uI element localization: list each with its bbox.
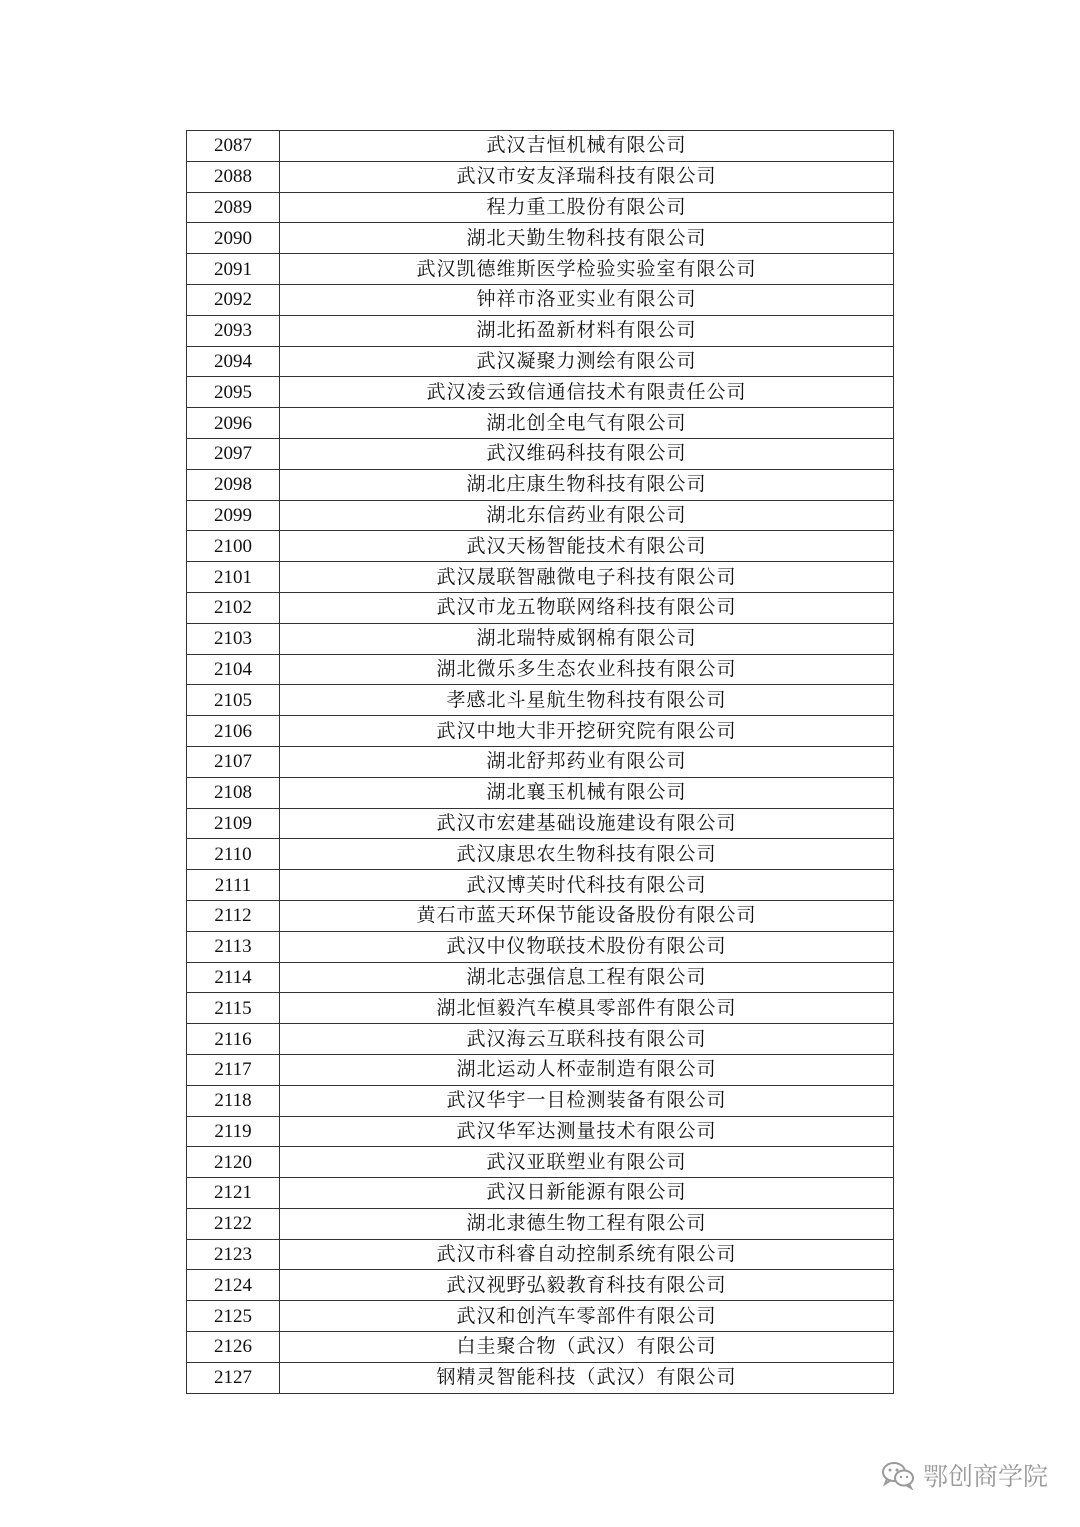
table-row [187,623,894,654]
company-name-cell: 武汉凌云致信通信技术有限责任公司 [280,377,894,408]
row-number-cell: 2099 [187,500,280,531]
company-name-cell: 武汉亚联塑业有限公司 [280,1147,894,1178]
table-row [187,685,894,716]
company-name-cell: 武汉华军达测量技术有限公司 [280,1116,894,1147]
row-number-cell: 2124 [187,1270,280,1301]
row-number-cell: 2091 [187,254,280,285]
watermark-text: 鄂创商学院 [922,1462,1048,1491]
table-row [187,1085,894,1116]
company-name-cell: 湖北庄康生物科技有限公司 [280,469,894,500]
company-name-cell: 武汉市宏建基础设施建设有限公司 [280,808,894,839]
row-number-cell: 2095 [187,377,280,408]
row-number-cell: 2104 [187,654,280,685]
company-name-cell: 武汉华宇一目检测装备有限公司 [280,1085,894,1116]
company-name-cell: 湖北运动人杯壶制造有限公司 [280,1054,894,1085]
company-name-cell: 武汉晟联智融微电子科技有限公司 [280,562,894,593]
company-name-cell: 钢精灵智能科技（武汉）有限公司 [280,1362,894,1393]
company-name-cell: 湖北微乐多生态农业科技有限公司 [280,654,894,685]
row-number-cell: 2092 [187,284,280,315]
table-row [187,746,894,777]
table-row [187,531,894,562]
company-name-cell: 武汉凝聚力测绘有限公司 [280,346,894,377]
company-name-cell: 武汉康思农生物科技有限公司 [280,839,894,870]
table-row [187,192,894,223]
table-row [187,408,894,439]
row-number-cell: 2088 [187,161,280,192]
table-row [187,1178,894,1209]
table-row [187,131,894,162]
row-number-cell: 2098 [187,469,280,500]
row-number-cell: 2090 [187,223,280,254]
row-number-cell: 2108 [187,777,280,808]
table-row [187,284,894,315]
company-name-cell: 武汉视野弘毅教育科技有限公司 [280,1270,894,1301]
company-name-cell: 黄石市蓝天环保节能设备股份有限公司 [280,900,894,931]
row-number-cell: 2115 [187,993,280,1024]
table-row [187,500,894,531]
company-name-cell: 武汉天杨智能技术有限公司 [280,531,894,562]
row-number-cell: 2117 [187,1054,280,1085]
table-row [187,161,894,192]
table-row [187,716,894,747]
row-number-cell: 2112 [187,900,280,931]
table-row [187,1239,894,1270]
table-row [187,377,894,408]
row-number-cell: 2120 [187,1147,280,1178]
company-name-cell: 湖北志强信息工程有限公司 [280,962,894,993]
company-name-cell: 武汉维码科技有限公司 [280,438,894,469]
row-number-cell: 2116 [187,1024,280,1055]
row-number-cell: 2100 [187,531,280,562]
table-row [187,993,894,1024]
row-number-cell: 2089 [187,192,280,223]
row-number-cell: 2093 [187,315,280,346]
row-number-cell: 2121 [187,1178,280,1209]
table-row [187,1054,894,1085]
table-row [187,1208,894,1239]
row-number-cell: 2097 [187,438,280,469]
watermark [881,1457,1048,1493]
company-name-cell: 武汉博芙时代科技有限公司 [280,870,894,901]
row-number-cell: 2106 [187,716,280,747]
row-number-cell: 2087 [187,131,280,162]
company-name-cell: 武汉凯德维斯医学检验实验室有限公司 [280,254,894,285]
table-row [187,315,894,346]
table-row [187,1301,894,1332]
row-number-cell: 2122 [187,1208,280,1239]
table-row [187,1116,894,1147]
row-number-cell: 2123 [187,1239,280,1270]
table-row [187,900,894,931]
company-name-cell: 湖北瑞特威钢棉有限公司 [280,623,894,654]
row-number-cell: 2107 [187,746,280,777]
table-row [187,1332,894,1363]
row-number-cell: 2119 [187,1116,280,1147]
company-list-table [186,130,894,1394]
table-row [187,777,894,808]
company-name-cell: 武汉中仪物联技术股份有限公司 [280,931,894,962]
company-name-cell: 白圭聚合物（武汉）有限公司 [280,1332,894,1363]
company-name-cell: 钟祥市洛亚实业有限公司 [280,284,894,315]
row-number-cell: 2114 [187,962,280,993]
company-name-cell: 武汉日新能源有限公司 [280,1178,894,1209]
company-name-cell: 武汉市科睿自动控制系统有限公司 [280,1239,894,1270]
table-row [187,870,894,901]
company-name-cell: 武汉中地大非开挖研究院有限公司 [280,716,894,747]
row-number-cell: 2118 [187,1085,280,1116]
row-number-cell: 2096 [187,408,280,439]
table-row [187,223,894,254]
table-row [187,346,894,377]
row-number-cell: 2105 [187,685,280,716]
table-row [187,562,894,593]
table-row [187,1362,894,1393]
table-row [187,592,894,623]
table-row [187,1270,894,1301]
row-number-cell: 2110 [187,839,280,870]
company-name-cell: 武汉市龙五物联网络科技有限公司 [280,592,894,623]
row-number-cell: 2125 [187,1301,280,1332]
company-name-cell: 程力重工股份有限公司 [280,192,894,223]
table-row [187,962,894,993]
company-name-cell: 武汉市安友泽瑞科技有限公司 [280,161,894,192]
table-row [187,469,894,500]
row-number-cell: 2102 [187,592,280,623]
company-name-cell: 湖北襄玉机械有限公司 [280,777,894,808]
company-name-cell: 武汉吉恒机械有限公司 [280,131,894,162]
row-number-cell: 2101 [187,562,280,593]
company-name-cell: 孝感北斗星航生物科技有限公司 [280,685,894,716]
table-row [187,931,894,962]
company-name-cell: 湖北创全电气有限公司 [280,408,894,439]
row-number-cell: 2126 [187,1332,280,1363]
table-row [187,1147,894,1178]
company-name-cell: 湖北天勤生物科技有限公司 [280,223,894,254]
company-name-cell: 湖北拓盈新材料有限公司 [280,315,894,346]
company-name-cell: 湖北东信药业有限公司 [280,500,894,531]
company-name-cell: 湖北舒邦药业有限公司 [280,746,894,777]
table-row [187,1024,894,1055]
company-name-cell: 武汉和创汽车零部件有限公司 [280,1301,894,1332]
company-name-cell: 湖北恒毅汽车模具零部件有限公司 [280,993,894,1024]
row-number-cell: 2094 [187,346,280,377]
row-number-cell: 2103 [187,623,280,654]
table-row [187,839,894,870]
table-row [187,808,894,839]
company-name-cell: 武汉海云互联科技有限公司 [280,1024,894,1055]
wechat-icon [881,1460,915,1490]
table-row [187,654,894,685]
row-number-cell: 2113 [187,931,280,962]
row-number-cell: 2111 [187,870,280,901]
row-number-cell: 2109 [187,808,280,839]
row-number-cell: 2127 [187,1362,280,1393]
company-name-cell: 湖北隶德生物工程有限公司 [280,1208,894,1239]
table-row [187,438,894,469]
table-row [187,254,894,285]
company-list-body [187,131,894,1394]
